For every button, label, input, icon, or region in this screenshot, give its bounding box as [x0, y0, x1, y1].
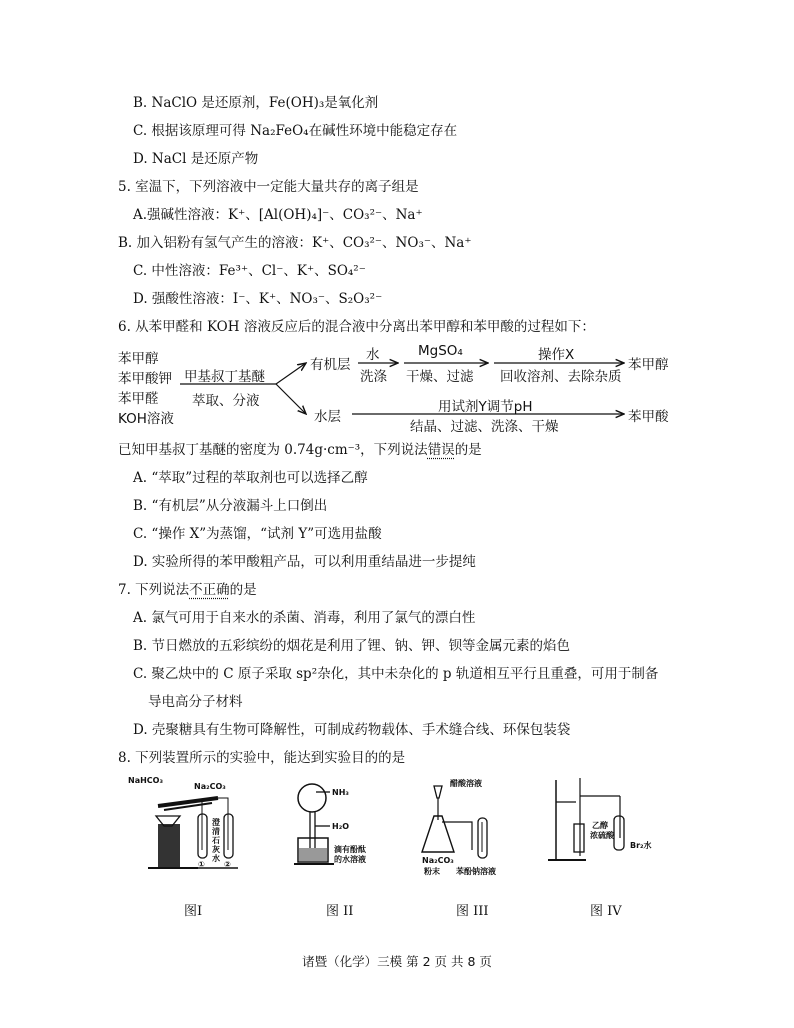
flow-mixture-4: KOH溶液: [118, 411, 174, 427]
figure-2-label-nh3: NH₃: [332, 788, 349, 797]
figure-2-caption: 图 II: [326, 904, 354, 919]
q5-option-c: C. 中性溶液：Fe³⁺、Cl⁻、K⁺、SO₄²⁻: [133, 263, 366, 279]
q7-option-b: B. 节日燃放的五彩缤纷的烟花是利用了锂、钠、钾、钡等金属元素的焰色: [133, 638, 571, 654]
q6-known-text: 已知甲基叔丁基醚的密度为 0.74g·cm⁻³，下列说法: [118, 442, 428, 458]
q4-option-b: B. NaClO 是还原剂，Fe(OH)₃是氧化剂: [133, 95, 379, 111]
figure-2-label-h2o: H₂O: [332, 822, 349, 831]
flow-reagent-y: 用试剂Y调节pH: [438, 399, 533, 415]
figure-3-label-sodium-phenoxide: 苯酚钠溶液: [456, 867, 496, 876]
flow-operation-x: 操作X: [538, 347, 575, 363]
flow-step1-bottom: 萃取、分液: [192, 393, 260, 409]
flow-aqueous-layer: 水层: [314, 409, 341, 425]
flow-crystallize: 结晶、过滤、洗涤、干燥: [410, 419, 559, 435]
flow-recover: 回收溶剂、去除杂质: [500, 369, 622, 385]
q5-option-b: B. 加入铝粉有氢气产生的溶液：K⁺、CO₃²⁻、NO₃⁻、Na⁺: [118, 235, 472, 251]
flow-dry-filter: 干燥、过滤: [406, 369, 474, 385]
figure-2-label-solution: 的水溶液: [334, 855, 366, 864]
figure-1-apparatus: [128, 776, 248, 876]
q6-option-b: B. “有机层”从分液漏斗上口倒出: [133, 498, 328, 514]
q6-option-c: C. “操作 X”为蒸馏，“试剂 Y”可选用盐酸: [133, 526, 382, 542]
flow-step1-top: 甲基叔丁基醚: [184, 369, 265, 385]
figure-2-label-phenolphthalein: 滴有酚酞: [334, 845, 366, 854]
q6-stem: 6. 从苯甲醛和 KOH 溶液反应后的混合液中分离出苯甲醇和苯甲酸的过程如下：: [118, 319, 595, 335]
figure-1-caption: 图I: [184, 904, 203, 919]
flow-water-wash-top: 水: [366, 347, 380, 363]
flow-product-benzoic-acid: 苯甲酸: [628, 409, 669, 425]
q6-known: [118, 441, 482, 459]
figure-1-label-na2co3: Na₂CO₃: [194, 782, 226, 791]
q8-stem: 8. 下列装置所示的实验中，能达到实验目的的是: [118, 750, 406, 766]
q4-option-d: D. NaCl 是还原产物: [133, 151, 259, 167]
flow-mixture-2: 苯甲酸钾: [118, 371, 172, 387]
flow-arrows: [118, 343, 658, 431]
q6-known-emphasis: 错误: [427, 442, 455, 458]
page-footer: 诸暨（化学）三模 第 2 页 共 8 页: [302, 954, 492, 969]
q4-option-c: C. 根据该原理可得 Na₂FeO₄在碱性环境中能稳定存在: [133, 123, 458, 139]
q7-stem: [118, 581, 257, 599]
flow-water-wash-bottom: 洗涤: [360, 369, 387, 385]
flow-organic-layer: 有机层: [310, 357, 351, 373]
q7-stem-pre: 7. 下列说法: [118, 582, 190, 598]
figure-1-label-2: ②: [224, 860, 231, 869]
figure-4-label-sulfuric-acid: 浓硫酸: [590, 831, 614, 840]
q6-option-d: D. 实验所得的苯甲酸粗产品，可以利用重结晶进一步提纯: [133, 554, 476, 570]
q5-stem: 5. 室温下，下列溶液中一定能大量共存的离子组是: [118, 179, 419, 195]
flow-mixture-1: 苯甲醇: [118, 351, 159, 367]
figure-1-label-limewater: 澄清石灰水: [212, 818, 220, 863]
q6-option-a: A. “萃取”过程的萃取剂也可以选择乙醇: [133, 470, 368, 486]
q5-option-a: A.强碱性溶液：K⁺、[Al(OH)₄]⁻、CO₃²⁻、Na⁺: [133, 207, 423, 223]
q7-stem-post: 的是: [229, 582, 257, 598]
q7-option-a: A. 氯气可用于自来水的杀菌、消毒，利用了氯气的漂白性: [133, 610, 476, 626]
flow-mixture-3: 苯甲醛: [118, 391, 159, 407]
q7-option-c-line2: 导电高分子材料: [148, 694, 243, 710]
figure-4-label-bromine-water: Br₂水: [630, 841, 652, 850]
q7-stem-emphasis: 不正确: [189, 582, 230, 598]
figure-3-label-acetic-acid: 醋酸溶液: [450, 779, 482, 788]
q7-option-c-line1: C. 聚乙炔中的 C 原子采取 sp²杂化，其中未杂化的 p 轨道相互平行且重叠，可用于制备: [133, 666, 659, 682]
flow-product-benzyl-alcohol: 苯甲醇: [628, 357, 669, 373]
flow-mgso4: MgSO₄: [418, 343, 463, 359]
figure-3-label-na2co3: Na₂CO₃: [422, 856, 454, 865]
figure-4-apparatus: [546, 776, 656, 876]
figure-3-label-powder: 粉末: [424, 867, 440, 876]
figure-4-label-ethanol: 乙醇: [592, 821, 608, 830]
q7-option-d: D. 壳聚糖具有生物可降解性，可制成药物载体、手术缝合线、环保包装袋: [133, 722, 571, 738]
separation-flowchart: [118, 343, 669, 435]
figure-2-apparatus: [290, 776, 400, 876]
q6-known-end: 的是: [454, 442, 482, 458]
q5-option-d: D. 强酸性溶液：I⁻、K⁺、NO₃⁻、S₂O₃²⁻: [133, 291, 383, 307]
figure-3-apparatus: [420, 776, 530, 876]
figure-3-caption: 图 III: [456, 904, 489, 919]
figure-1-label-nahco3: NaHCO₃: [128, 776, 163, 785]
figure-4-caption: 图 IV: [590, 904, 622, 919]
figure-1-label-1: ①: [198, 860, 205, 869]
